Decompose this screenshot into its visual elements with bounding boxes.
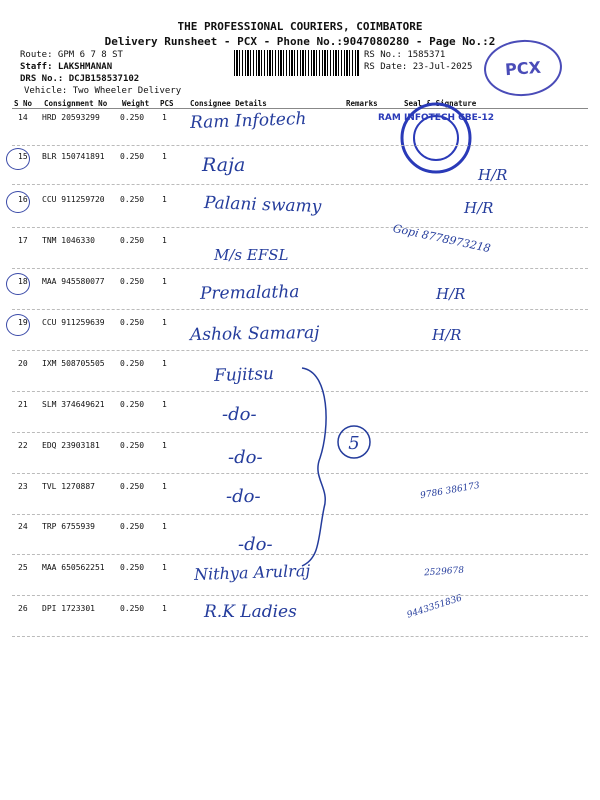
row-consignee-handwriting: Premalatha: [199, 282, 300, 304]
row-sno: 25: [18, 563, 28, 572]
row-weight: 0.250: [120, 195, 145, 204]
col-consignment: Consignment No: [44, 99, 108, 108]
col-consignee: Consignee Details: [190, 99, 267, 108]
row-consignee-handwriting: Fujitsu: [213, 363, 275, 387]
row-divider: [12, 227, 588, 228]
row-pcs: 1: [162, 277, 167, 286]
row-pcs: 1: [162, 195, 167, 204]
row-divider: [12, 184, 588, 185]
row-pcs: 1: [162, 236, 167, 245]
row-consignment-no: SLM 374649621: [42, 400, 105, 409]
row-weight: 0.250: [120, 277, 145, 286]
row-sno: 20: [18, 359, 28, 368]
row-pcs: 1: [162, 318, 167, 327]
row-pcs: 1: [162, 359, 167, 368]
row-consignment-no: EDQ 23903181: [42, 441, 100, 450]
row-consignment-no: IXM 508705505: [42, 359, 105, 368]
row-signature-handwriting: H/R: [478, 166, 508, 184]
col-remarks: Remarks: [346, 99, 378, 108]
row-consignment-no: MAA 650562251: [42, 563, 105, 572]
row-signature-handwriting: H/R: [432, 326, 462, 344]
row-weight: 0.250: [120, 236, 145, 245]
row-consignment-no: DPI 1723301: [42, 604, 95, 613]
drs-label: DRS No.: DCJB158537102: [20, 74, 140, 84]
row-divider: [12, 595, 588, 596]
row-signature-handwriting: H/R: [464, 199, 494, 217]
row-consignment-no: CCU 911259720: [42, 195, 105, 204]
row-consignment-no: MAA 945580077: [42, 277, 105, 286]
row-signature-handwriting: 2529678: [423, 565, 465, 579]
row-weight: 0.250: [120, 604, 145, 613]
row-divider: [12, 145, 588, 146]
row-consignee-handwriting: Palani swamy: [203, 192, 322, 218]
runsheet-subtitle: Delivery Runsheet - PCX - Phone No.:9047080280 - Page No.:2: [104, 35, 496, 48]
barcode: [234, 50, 360, 76]
row-consignee-handwriting: R.K Ladies: [204, 602, 297, 622]
row-weight: 0.250: [120, 563, 145, 572]
bracket-count: 5: [348, 433, 360, 454]
row-sno: 24: [18, 522, 28, 531]
col-sno: S No: [14, 99, 33, 108]
seal-text: RAM INFOTECH CBE-12: [377, 113, 495, 123]
row-weight: 0.250: [120, 359, 145, 368]
row-sno: 26: [18, 604, 28, 613]
row-consignee-handwriting: -do-: [228, 447, 263, 468]
col-pcs: PCS: [160, 99, 174, 108]
row-sno: 18: [18, 277, 28, 286]
col-seal-signature: Seal & Signature: [404, 99, 477, 108]
row-sno: 21: [18, 400, 28, 409]
rs-number: RS No.: 1585371: [364, 50, 446, 60]
pcx-stamp: PCX: [482, 37, 564, 98]
row-sno: 22: [18, 441, 28, 450]
row-pcs: 1: [162, 522, 167, 531]
row-divider: [12, 268, 588, 269]
row-consignee-handwriting: -do-: [238, 534, 273, 555]
row-consignee-handwriting: M/s EFSL: [214, 246, 289, 264]
row-signature-handwriting: 9443351836: [405, 593, 464, 621]
row-divider: [12, 350, 588, 351]
row-weight: 0.250: [120, 318, 145, 327]
row-consignee-handwriting: Raja: [202, 154, 246, 176]
row-sno: 15: [18, 152, 28, 161]
row-weight: 0.250: [120, 400, 145, 409]
row-pcs: 1: [162, 604, 167, 613]
row-pcs: 1: [162, 152, 167, 161]
row-consignee-handwriting: Ram Infotech: [189, 108, 307, 134]
vehicle-label: Vehicle: Two Wheeler Delivery: [24, 86, 182, 96]
row-pcs: 1: [162, 563, 167, 572]
row-consignee-handwriting: -do-: [222, 404, 257, 425]
row-weight: 0.250: [120, 441, 145, 450]
row-consignment-no: HRD 20593299: [42, 113, 100, 122]
seal-stamp: [377, 99, 495, 176]
row-signature-handwriting: 9786 386173: [419, 480, 481, 502]
route-label: Route: GPM 6 7 8 ST: [20, 50, 123, 60]
row-pcs: 1: [162, 400, 167, 409]
row-sno: 23: [18, 482, 28, 491]
row-consignment-no: BLR 150741891: [42, 152, 105, 161]
row-pcs: 1: [162, 482, 167, 491]
row-weight: 0.250: [120, 522, 145, 531]
row-consignment-no: TNM 1046330: [42, 236, 95, 245]
row-divider: [12, 636, 588, 637]
row-weight: 0.250: [120, 152, 145, 161]
row-consignment-no: TRP 6755939: [42, 522, 95, 531]
company-title: THE PROFESSIONAL COURIERS, COIMBATORE: [177, 20, 423, 33]
rs-date: RS Date: 23-Jul-2025: [364, 62, 473, 72]
row-signature-handwriting: Gopi 8778973218: [391, 221, 492, 256]
row-consignee-handwriting: Nithya Arulraj: [193, 560, 311, 585]
row-weight: 0.250: [120, 113, 145, 122]
staff-label: Staff: LAKSHMANAN: [20, 62, 113, 72]
row-pcs: 1: [162, 113, 167, 122]
row-sno: 16: [18, 195, 28, 204]
row-consignee-handwriting: -do-: [226, 486, 261, 507]
row-signature-handwriting: H/R: [436, 285, 466, 303]
col-weight: Weight: [122, 99, 150, 108]
row-sno: 14: [18, 113, 28, 122]
row-consignee-handwriting: Ashok Samaraj: [189, 322, 320, 346]
group-bracket: [300, 368, 380, 568]
row-sno: 17: [18, 236, 28, 245]
row-consignment-no: TVL 1270887: [42, 482, 95, 491]
row-sno: 19: [18, 318, 28, 327]
row-consignment-no: CCU 911259639: [42, 318, 105, 327]
row-pcs: 1: [162, 441, 167, 450]
row-weight: 0.250: [120, 482, 145, 491]
row-divider: [12, 309, 588, 310]
